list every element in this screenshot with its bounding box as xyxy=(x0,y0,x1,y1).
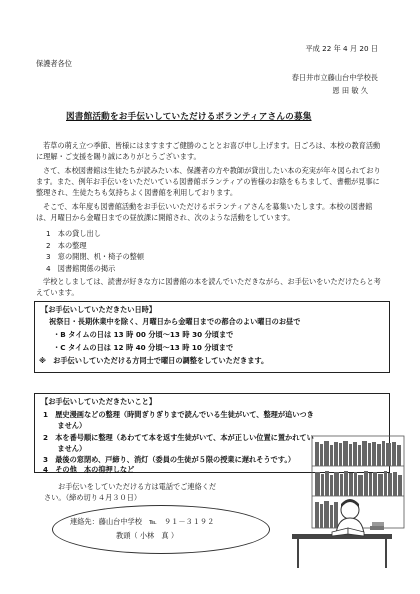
schedule-heading: 【お手伝いしていただきたい日時】 xyxy=(41,305,157,314)
task-item: 1 歴史漫画などの整理（時間ぎりぎりまで読んでいる生徒がいて、整理が追いつき xyxy=(43,410,314,419)
tasks-heading: 【お手伝いしていただきたいこと】 xyxy=(41,397,157,406)
library-paragraph: さて、本校図書館は生徒たちが読みたい本、保護者の方や教師が貸出したい本の充実が年々図られております。また、例年お手伝いをいただいている図書館ボランティアの皆様のお陰をもちまして、書棚が見事に整理され、生徒たちも気持ちよく図書館を利用しております。 xyxy=(36,166,381,197)
intro-paragraph: 若草の萌え立つ季節、皆様にはますますご健勝のこととお喜び申し上げます。日ごろは、本校の教育活動に理解・ご支援を賜り誠にありがとうございます。 xyxy=(36,141,381,161)
contact-person: 教頭（ 小林 真 ） xyxy=(116,531,179,540)
task-item: 3 最後の窓閉め、戸締り、消灯（委員の生徒が５限の授業に遅れそうです。） xyxy=(43,455,296,464)
task-item: 2 本を番号順に整理（あわてて本を返す生徒がいて、本が正しい位置に置かれてい xyxy=(43,433,314,442)
contact-oval xyxy=(52,505,270,554)
library-reading-student-illustration xyxy=(292,430,410,570)
list-item: 2 本の整理 xyxy=(46,240,87,250)
page-title: 図書館活動をお手伝いしていただけるボランティアさんの募集 xyxy=(66,112,312,122)
contact-phone: 連絡先：藤山台中学校 ℡ ９１－３１９２ xyxy=(70,517,215,526)
document-date: 平成 22 年 4 月 20 日 xyxy=(305,44,378,53)
schedule-line: ・B タイムの日は 13 時 00 分頃～13 時 30 分頃まで xyxy=(53,330,234,339)
closing-paragraph: 学校としましては、読書が好きな方に図書館の本を読んでいただきながら、お手伝いをいただけたらと考えています。 xyxy=(36,277,381,297)
school-name: 春日井市立藤山台中学校長 xyxy=(291,73,378,82)
recipient: 保護者各位 xyxy=(36,59,72,68)
task-item: ません） xyxy=(43,421,87,430)
principal-name: 恩 田 敏 久 xyxy=(332,86,368,95)
schedule-line: 祝祭日・長期休業中を除く、月曜日から金曜日までの都合のよい曜日のお昼で xyxy=(49,317,301,326)
task-item: 4 その他 本の抑押しなど xyxy=(43,465,135,474)
schedule-note: ※ お手伝いしていただける方同士で曜日の調整をしていただきます。 xyxy=(39,356,269,365)
recruit-paragraph: そこで、本年度も図書館活動をお手伝いいただけるボランティアさんを募集いたします。本校の図書館は、月曜日から金曜日までの昼放課に開館され、次のような活動をしています。 xyxy=(36,202,373,222)
contact-request: お手伝いをしていただける方は電話でご連絡くだ xyxy=(58,482,217,491)
list-item: 4 図書館関係の掲示 xyxy=(46,263,116,273)
contact-deadline: さい。（締め切り４月３０日） xyxy=(44,493,142,502)
task-item: ません） xyxy=(43,444,87,453)
list-item: 1 本の貸し出し xyxy=(46,229,101,238)
schedule-box xyxy=(34,301,390,373)
schedule-line: ・C タイムの日は 12 時 40 分頃～13 時 10 分頃まで xyxy=(53,343,234,352)
list-item: 3 窓の開閉、机・椅子の整頓 xyxy=(46,252,145,261)
activity-list xyxy=(46,228,144,274)
